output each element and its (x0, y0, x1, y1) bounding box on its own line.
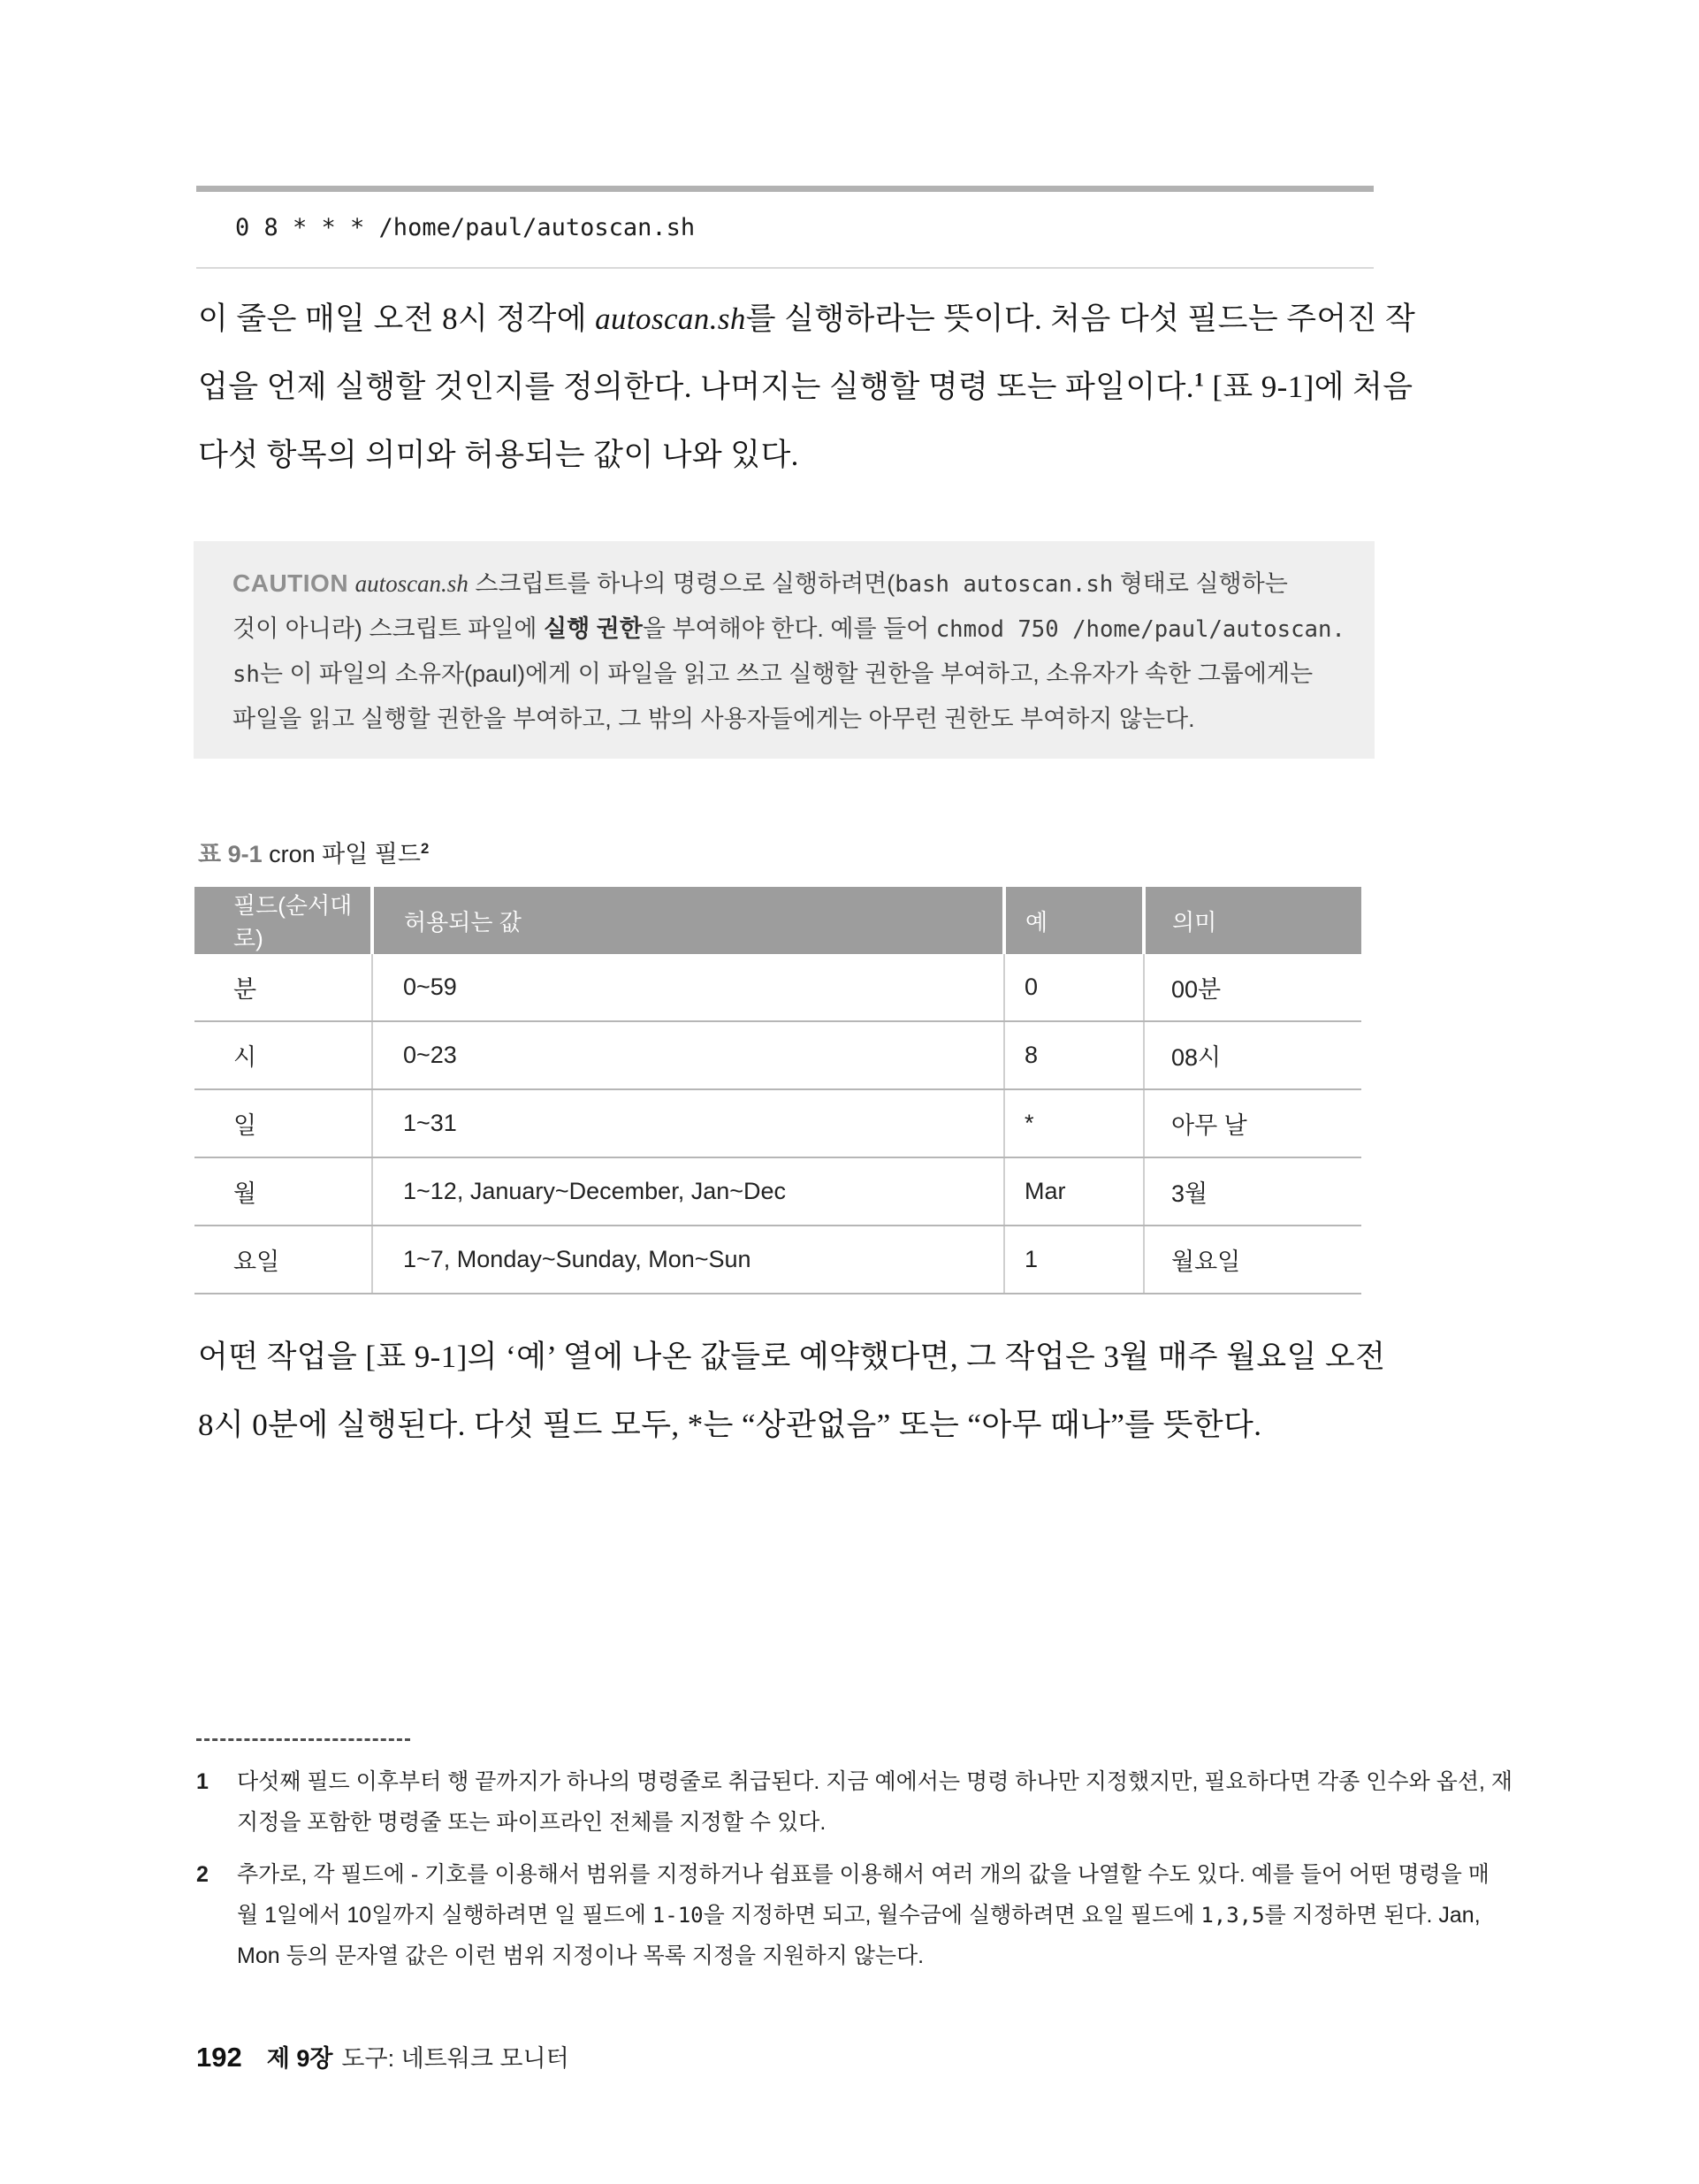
footnote-marker: 1 (196, 1769, 209, 1794)
chapter-label: 제 9장 (266, 2045, 333, 2072)
text-segment: 어떤 작업을 [표 9-1]의 ‘예’ 열에 나온 값들로 예약했다면, 그 작업은 3월 매주 월요일 오전 (198, 1340, 1386, 1374)
text-segment: 을 지정하면 되고, 월수금에 실행하려면 요일 필드에 (703, 1903, 1201, 1928)
footnote-divider (196, 1738, 410, 1741)
table-cell: 00분 (1144, 954, 1361, 1021)
footnote-body (237, 1761, 1512, 1843)
page-footer (196, 2039, 569, 2073)
text-segment: Mon 등의 문자열 값은 이런 범위 지정이나 목록 지정을 지원하지 않는다. (237, 1943, 925, 1968)
text-segment: 파일을 읽고 실행할 권한을 부여하고, 그 밖의 사용자들에게는 아무런 권한도 부여하지 않는다. (232, 706, 1195, 732)
text-line (232, 652, 1341, 697)
text-line (237, 1761, 1512, 1802)
text-segment: 것이 아니라) 스크립트 파일에 (232, 615, 544, 642)
text-segment: chmod 750 /home/paul/autoscan. (935, 616, 1345, 643)
text-line (198, 421, 1390, 489)
table-header-cell: 예 (1004, 887, 1144, 954)
table-cell: 08시 (1144, 1021, 1361, 1089)
table-cell: 분 (194, 954, 372, 1021)
text-line (237, 1895, 1489, 1936)
code-block (196, 186, 1374, 269)
text-segment: 이 줄은 매일 오전 8시 정각에 (198, 302, 596, 336)
text-line (232, 697, 1341, 741)
table-row (194, 1021, 1361, 1089)
footnote-1 (196, 1761, 1513, 1843)
table-header-cell: 필드(순서대로) (194, 887, 372, 954)
table-header (194, 887, 1361, 954)
table-cell: 8 (1004, 1021, 1144, 1089)
table-cell: 1~31 (372, 1089, 1004, 1157)
footnote-2 (196, 1854, 1489, 1976)
table-row (194, 1089, 1361, 1157)
page-number: 192 (196, 2042, 242, 2073)
outro-paragraph (198, 1323, 1390, 1459)
table-cell: 1~12, January~December, Jan~Dec (372, 1157, 1004, 1226)
text-segment: 1,3,5 (1200, 1903, 1265, 1928)
table-title (198, 835, 429, 869)
table-cell: 월요일 (1144, 1226, 1361, 1294)
text-line (237, 1854, 1489, 1895)
table-header-row (194, 887, 1361, 954)
text-segment (348, 570, 355, 597)
cron-fields-table (194, 887, 1361, 1294)
text-segment: 1 (1193, 369, 1205, 391)
table-cell: 3월 (1144, 1157, 1361, 1226)
table-cell: 0~59 (372, 954, 1004, 1021)
text-segment: 형태로 실행하는 (1113, 570, 1288, 597)
table-cell: 1 (1004, 1226, 1144, 1294)
table-row (194, 1226, 1361, 1294)
text-line (198, 353, 1413, 421)
intro-paragraph (198, 285, 1416, 489)
table-cell: * (1004, 1089, 1144, 1157)
table-header-cell: 의미 (1144, 887, 1361, 954)
text-line (232, 561, 1341, 607)
table-cell: 1~7, Monday~Sunday, Mon~Sun (372, 1226, 1004, 1294)
text-segment: autoscan.sh (595, 302, 746, 336)
caution-box (194, 541, 1375, 759)
text-segment: sh (232, 661, 260, 688)
text-line (198, 285, 1416, 353)
code-text: 0 8 * * * /home/paul/autoscan.sh (235, 214, 696, 241)
table-cell: 0~23 (372, 1021, 1004, 1089)
text-segment: 월 1일에서 10일까지 실행하려면 일 필드에 (237, 1903, 652, 1928)
table-cell: 시 (194, 1021, 372, 1089)
footnotes (196, 1761, 1513, 1988)
text-segment: [표 9-1]에 처음 (1204, 370, 1413, 404)
table-cell: 요일 (194, 1226, 372, 1294)
text-segment: CAUTION (232, 569, 349, 597)
text-segment: 8시 0분에 실행된다. 다섯 필드 모두, *는 “상관없음” 또는 “아무 때나”를 뜻한다. (198, 1408, 1262, 1442)
table-header-cell: 허용되는 값 (372, 887, 1004, 954)
footnote-body (237, 1854, 1489, 1976)
text-line (232, 607, 1345, 652)
text-segment: 1-10 (651, 1903, 704, 1928)
section-label: 도구: 네트워크 모니터 (341, 2045, 569, 2072)
text-segment: autoscan.sh (354, 570, 469, 597)
table-row (194, 954, 1361, 1021)
text-segment: 업을 언제 실행할 것인지를 정의한다. 나머지는 실행할 명령 또는 파일이다. (198, 370, 1194, 404)
text-segment: cron 파일 필드 (262, 841, 421, 867)
text-segment: 추가로, 각 필드에 - 기호를 이용해서 범위를 지정하거나 쉼표를 이용해서 여러 개의 값을 나열할 수도 있다. 예를 들어 어떤 명령을 매 (237, 1862, 1489, 1887)
table-body (194, 954, 1361, 1294)
text-line (237, 1802, 1512, 1843)
text-line (198, 1391, 1390, 1459)
table-cell: Mar (1004, 1157, 1144, 1226)
text-segment: bash autoscan.sh (895, 571, 1114, 598)
table-row (194, 1157, 1361, 1226)
text-segment: 다섯 항목의 의미와 허용되는 값이 나와 있다. (198, 438, 799, 472)
text-segment: 를 지정하면 된다. Jan, (1264, 1903, 1481, 1928)
footnote-marker: 2 (196, 1862, 209, 1887)
text-segment: 스크립트를 하나의 명령으로 실행하려면( (468, 570, 895, 597)
table-cell: 아무 날 (1144, 1089, 1361, 1157)
table-cell: 0 (1004, 954, 1144, 1021)
text-segment: 지정을 포함한 명령줄 또는 파이프라인 전체를 지정할 수 있다. (237, 1810, 827, 1835)
text-segment: 를 실행하라는 뜻이다. 처음 다섯 필드는 주어진 작 (745, 302, 1416, 336)
text-line (198, 1323, 1390, 1391)
text-segment: 2 (420, 840, 430, 857)
text-segment: 실행 권한 (543, 615, 643, 642)
text-segment: 을 부여해야 한다. 예를 들어 (642, 615, 936, 642)
table-cell: 일 (194, 1089, 372, 1157)
text-segment: 다섯째 필드 이후부터 행 끝까지가 하나의 명령줄로 취급된다. 지금 예에서는 명령 하나만 지정했지만, 필요하다면 각종 인수와 옵션, 재 (237, 1769, 1513, 1794)
text-segment: 는 이 파일의 소유자(paul)에게 이 파일을 읽고 쓰고 실행할 권한을 부여하고, 소유자가 속한 그룹에게는 (259, 661, 1314, 687)
text-line (237, 1936, 1489, 1976)
text-segment: 표 9-1 (198, 841, 263, 867)
table-cell: 월 (194, 1157, 372, 1226)
